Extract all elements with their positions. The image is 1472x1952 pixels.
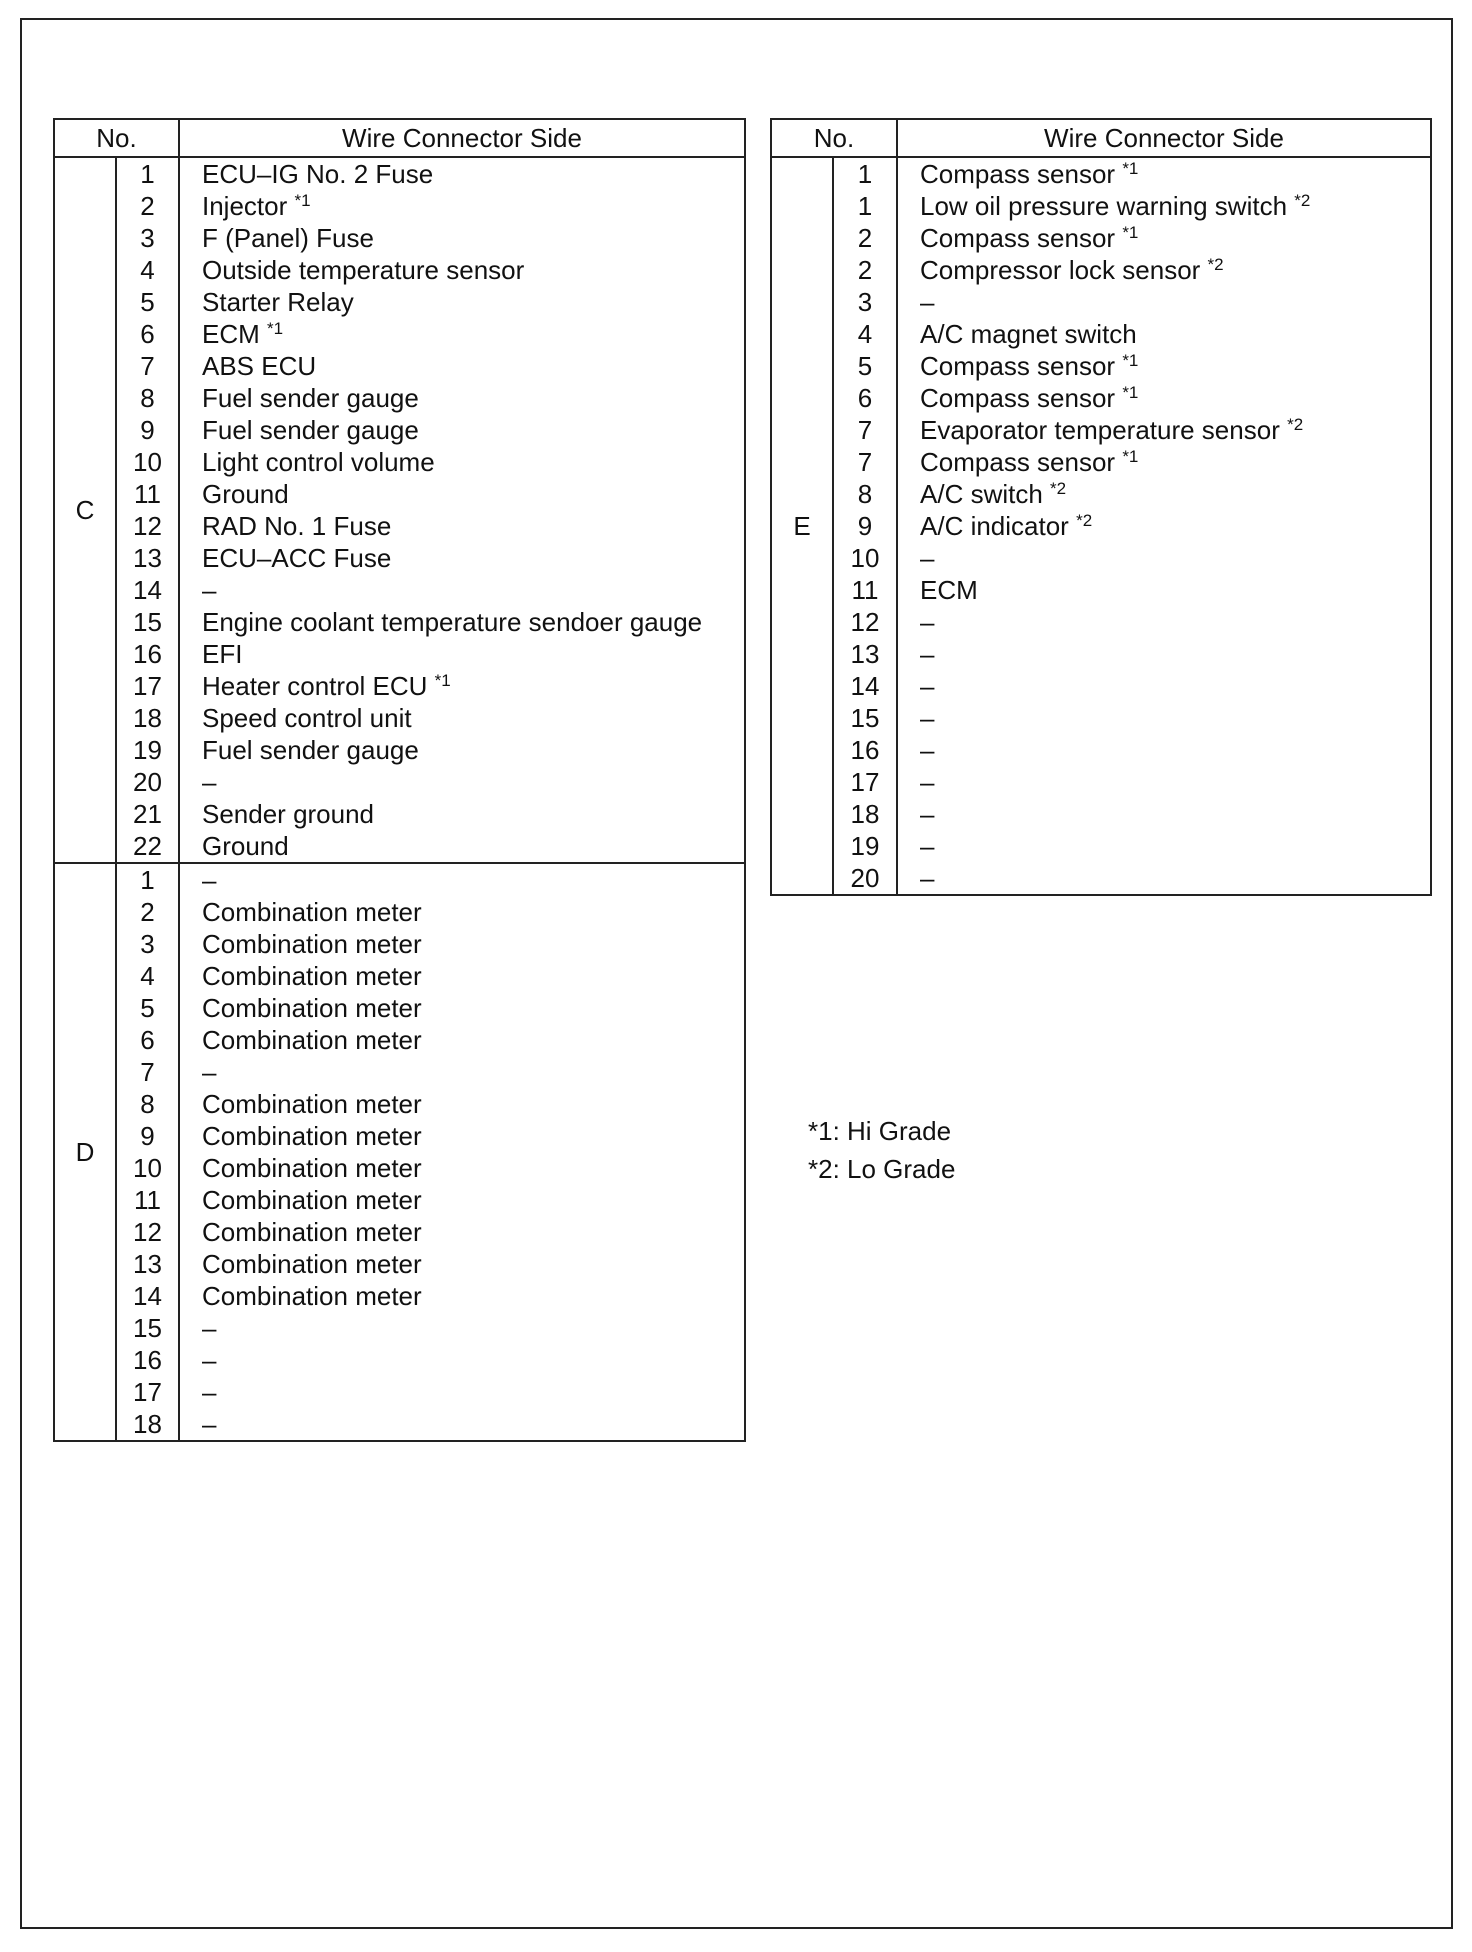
pin-number: 5 — [116, 992, 179, 1024]
wire-description — [897, 478, 1431, 510]
wire-text: – — [920, 671, 935, 701]
wire-text: Combination meter — [202, 1281, 422, 1311]
wire-text: – — [920, 543, 935, 573]
pin-number: 18 — [833, 798, 897, 830]
wire-description — [179, 798, 745, 830]
wire-description — [179, 1280, 745, 1312]
pin-number: 2 — [833, 222, 897, 254]
wire-text: – — [920, 767, 935, 797]
wire-description — [179, 1152, 745, 1184]
wire-text: Fuel sender gauge — [202, 735, 419, 765]
wire-description — [179, 157, 745, 190]
table-row — [771, 798, 1431, 830]
wire-description — [179, 446, 745, 478]
pin-number: 16 — [116, 638, 179, 670]
table-row — [54, 1088, 745, 1120]
pin-number: 14 — [116, 574, 179, 606]
wire-text: Combination meter — [202, 1121, 422, 1151]
wire-text: Combination meter — [202, 961, 422, 991]
table-row — [54, 798, 745, 830]
wire-text: Compass sensor — [920, 351, 1116, 381]
pin-number: 16 — [116, 1344, 179, 1376]
pin-number: 6 — [116, 1024, 179, 1056]
pin-number: 14 — [116, 1280, 179, 1312]
table-row — [54, 190, 745, 222]
table-row — [54, 382, 745, 414]
pin-number: 1 — [833, 157, 897, 190]
wire-text: Combination meter — [202, 929, 422, 959]
table-row — [771, 670, 1431, 702]
wire-description — [897, 382, 1431, 414]
pin-number: 19 — [116, 734, 179, 766]
wire-text: ECM — [202, 319, 260, 349]
wire-column-header: Wire Connector Side — [179, 119, 745, 157]
pin-number: 2 — [833, 254, 897, 286]
table-row — [54, 928, 745, 960]
wire-text: Compressor lock sensor — [920, 255, 1201, 285]
wire-text: Starter Relay — [202, 287, 354, 317]
table-row — [771, 862, 1431, 895]
wire-description — [179, 1088, 745, 1120]
wire-column-header: Wire Connector Side — [897, 119, 1431, 157]
wire-description — [897, 414, 1431, 446]
wire-description — [179, 896, 745, 928]
wire-description — [897, 830, 1431, 862]
wire-description — [179, 1248, 745, 1280]
wire-description — [897, 798, 1431, 830]
wire-text: A/C switch — [920, 479, 1043, 509]
pin-number: 21 — [116, 798, 179, 830]
wire-text: Compass sensor — [920, 383, 1116, 413]
wire-text: ECU–ACC Fuse — [202, 543, 392, 573]
pin-number: 13 — [116, 1248, 179, 1280]
wire-description — [897, 190, 1431, 222]
pin-number: 4 — [116, 254, 179, 286]
pin-number: 12 — [116, 510, 179, 542]
table-row — [771, 254, 1431, 286]
table-row — [54, 157, 745, 190]
pin-number: 15 — [116, 606, 179, 638]
table-row — [771, 446, 1431, 478]
wire-text: Injector — [202, 191, 288, 221]
wire-text: Speed control unit — [202, 703, 412, 733]
pin-number: 2 — [116, 190, 179, 222]
wire-description — [897, 254, 1431, 286]
table-row — [54, 1312, 745, 1344]
no-column-header: No. — [771, 119, 897, 157]
connector-label: C — [54, 157, 116, 863]
grade-note: *1 — [1122, 351, 1139, 370]
table-row — [771, 382, 1431, 414]
wire-text: – — [202, 1409, 217, 1439]
wire-description — [179, 254, 745, 286]
pin-number: 8 — [833, 478, 897, 510]
pin-number: 2 — [116, 896, 179, 928]
pin-number: 20 — [833, 862, 897, 895]
wire-text: – — [202, 1377, 217, 1407]
wire-description — [179, 382, 745, 414]
wire-description — [897, 542, 1431, 574]
table-row — [54, 254, 745, 286]
wire-description — [179, 286, 745, 318]
pin-number: 8 — [116, 1088, 179, 1120]
no-column-header: No. — [54, 119, 179, 157]
pin-number: 15 — [833, 702, 897, 734]
wire-text: Combination meter — [202, 993, 422, 1023]
wire-description — [897, 446, 1431, 478]
wire-text: – — [202, 1345, 217, 1375]
wire-text: Sender ground — [202, 799, 375, 829]
pin-number: 4 — [833, 318, 897, 350]
wire-text: Low oil pressure warning switch — [920, 191, 1288, 221]
pin-number: 3 — [116, 222, 179, 254]
wire-description — [897, 510, 1431, 542]
wire-description — [897, 574, 1431, 606]
wire-text: Combination meter — [202, 1185, 422, 1215]
wire-description — [179, 606, 745, 638]
wire-description — [897, 638, 1431, 670]
wire-text: Combination meter — [202, 1153, 422, 1183]
wire-text: Ground — [202, 831, 289, 861]
pin-number: 9 — [833, 510, 897, 542]
grade-note: *1 — [1122, 223, 1139, 242]
wire-text: – — [920, 639, 935, 669]
pin-number: 9 — [116, 1120, 179, 1152]
wire-description — [897, 286, 1431, 318]
grade-note: *1 — [267, 319, 284, 338]
pin-number: 1 — [116, 863, 179, 896]
wire-description — [179, 670, 745, 702]
pin-number: 6 — [833, 382, 897, 414]
pin-number: 11 — [833, 574, 897, 606]
wire-text: Fuel sender gauge — [202, 415, 419, 445]
wire-description — [179, 766, 745, 798]
wire-text: Combination meter — [202, 1249, 422, 1279]
pin-number: 12 — [116, 1216, 179, 1248]
pin-number: 3 — [116, 928, 179, 960]
wire-text: Compass sensor — [920, 447, 1116, 477]
wire-description — [897, 350, 1431, 382]
wire-text: – — [202, 767, 217, 797]
footnote-2: *2: Lo Grade — [808, 1154, 956, 1184]
table-body — [54, 157, 745, 1441]
connector-label: E — [771, 157, 833, 895]
table-row — [54, 446, 745, 478]
pin-number: 10 — [833, 542, 897, 574]
table-row — [771, 574, 1431, 606]
table-row — [54, 734, 745, 766]
table-row — [771, 542, 1431, 574]
wire-text: Evaporator temperature sensor — [920, 415, 1280, 445]
wire-text: – — [920, 703, 935, 733]
pin-number: 9 — [116, 414, 179, 446]
wire-description — [897, 702, 1431, 734]
wire-text: – — [202, 865, 217, 895]
table-row — [54, 318, 745, 350]
wire-text: Ground — [202, 479, 289, 509]
wire-description — [179, 992, 745, 1024]
table-row — [54, 702, 745, 734]
wire-description — [179, 1376, 745, 1408]
wire-text: Combination meter — [202, 1217, 422, 1247]
wire-description — [179, 1408, 745, 1441]
wire-description — [179, 734, 745, 766]
grade-note: *1 — [1122, 159, 1139, 178]
table-row — [54, 766, 745, 798]
table-row — [771, 157, 1431, 190]
wire-description — [179, 960, 745, 992]
wire-description — [179, 1216, 745, 1248]
table-row — [54, 1376, 745, 1408]
table-row — [771, 414, 1431, 446]
table-row — [771, 510, 1431, 542]
wire-description — [179, 190, 745, 222]
table-row — [771, 222, 1431, 254]
pin-number: 7 — [116, 350, 179, 382]
pin-number: 13 — [833, 638, 897, 670]
table-row — [54, 606, 745, 638]
wire-text: – — [920, 831, 935, 861]
wire-description — [179, 510, 745, 542]
wire-text: Outside temperature sensor — [202, 255, 525, 285]
footnotes — [808, 1112, 955, 1188]
table-row — [54, 863, 745, 896]
table-row — [54, 896, 745, 928]
table-row — [771, 318, 1431, 350]
wire-description — [179, 928, 745, 960]
footnote-1: *1: Hi Grade — [808, 1116, 952, 1146]
grade-note: *1 — [1122, 383, 1139, 402]
wire-text: Engine coolant temperature sendoer gauge — [202, 607, 703, 637]
table-row — [771, 478, 1431, 510]
table-row — [771, 286, 1431, 318]
pin-number: 4 — [116, 960, 179, 992]
connector-table-right — [770, 118, 1432, 896]
wire-description — [897, 157, 1431, 190]
wire-text: A/C indicator — [920, 511, 1069, 541]
wire-description — [179, 863, 745, 896]
table-row — [54, 1152, 745, 1184]
wire-description — [179, 1184, 745, 1216]
pin-number: 7 — [833, 446, 897, 478]
grade-note: *2 — [1294, 191, 1311, 210]
wire-text: – — [920, 607, 935, 637]
table-row — [54, 830, 745, 863]
pin-number: 1 — [116, 157, 179, 190]
wire-text: Compass sensor — [920, 159, 1116, 189]
pin-number: 10 — [116, 446, 179, 478]
pin-number: 7 — [833, 414, 897, 446]
wire-description — [179, 1056, 745, 1088]
pin-number: 22 — [116, 830, 179, 863]
pin-number: 13 — [116, 542, 179, 574]
wire-description — [179, 830, 745, 863]
table-row — [771, 766, 1431, 798]
pin-number: 18 — [116, 702, 179, 734]
table-row — [54, 638, 745, 670]
wire-description — [179, 638, 745, 670]
table-row — [771, 350, 1431, 382]
pin-number: 17 — [116, 1376, 179, 1408]
wire-description — [897, 222, 1431, 254]
wire-text: – — [920, 287, 935, 317]
pin-number: 20 — [116, 766, 179, 798]
table-header-row — [771, 119, 1431, 157]
pin-number: 12 — [833, 606, 897, 638]
wire-text: Light control volume — [202, 447, 435, 477]
pin-number: 3 — [833, 286, 897, 318]
wire-text: ECM — [920, 575, 978, 605]
connector-table-left — [53, 118, 746, 1442]
wire-description — [179, 318, 745, 350]
wire-description — [179, 1344, 745, 1376]
wire-description — [179, 542, 745, 574]
wire-description — [179, 414, 745, 446]
table-row — [54, 1216, 745, 1248]
pin-number: 16 — [833, 734, 897, 766]
wire-description — [897, 862, 1431, 895]
pin-number: 5 — [116, 286, 179, 318]
grade-note: *1 — [1122, 447, 1139, 466]
grade-note: *2 — [1207, 255, 1224, 274]
pin-number: 6 — [116, 318, 179, 350]
table-row — [771, 734, 1431, 766]
wire-text: Fuel sender gauge — [202, 383, 419, 413]
wire-text: ECU–IG No. 2 Fuse — [202, 159, 434, 189]
pin-number: 11 — [116, 478, 179, 510]
table-row — [771, 638, 1431, 670]
wire-text: – — [920, 735, 935, 765]
wire-description — [179, 702, 745, 734]
wire-text: Combination meter — [202, 897, 422, 927]
pin-number: 15 — [116, 1312, 179, 1344]
pin-number: 10 — [116, 1152, 179, 1184]
table-row — [771, 830, 1431, 862]
table-body — [771, 157, 1431, 895]
pin-number: 1 — [833, 190, 897, 222]
table-row — [54, 1344, 745, 1376]
wire-text: A/C magnet switch — [920, 319, 1137, 349]
wire-text: ABS ECU — [202, 351, 317, 381]
wire-description — [897, 766, 1431, 798]
wire-text: Compass sensor — [920, 223, 1116, 253]
table-row — [54, 574, 745, 606]
connector-label: D — [54, 863, 116, 1441]
table-row — [54, 1024, 745, 1056]
pin-number: 8 — [116, 382, 179, 414]
wire-description — [897, 606, 1431, 638]
table-row — [54, 350, 745, 382]
wire-text: Combination meter — [202, 1025, 422, 1055]
wire-text: – — [920, 799, 935, 829]
table-row — [54, 1120, 745, 1152]
wire-description — [179, 574, 745, 606]
wire-description — [179, 1312, 745, 1344]
pin-number: 19 — [833, 830, 897, 862]
table-row — [54, 414, 745, 446]
table-row — [54, 992, 745, 1024]
wire-text: – — [920, 863, 935, 893]
grade-note: *2 — [1076, 511, 1093, 530]
table-row — [54, 960, 745, 992]
table-row — [771, 190, 1431, 222]
table-row — [771, 606, 1431, 638]
table-row — [54, 542, 745, 574]
pin-number: 17 — [833, 766, 897, 798]
wire-description — [179, 350, 745, 382]
table-row — [54, 670, 745, 702]
table-row — [54, 1408, 745, 1441]
wire-text: F (Panel) Fuse — [202, 223, 374, 253]
wire-text: – — [202, 1057, 217, 1087]
pin-number: 5 — [833, 350, 897, 382]
table-row — [54, 1248, 745, 1280]
grade-note: *1 — [434, 671, 451, 690]
wire-description — [897, 318, 1431, 350]
table-row — [54, 1280, 745, 1312]
grade-note: *2 — [1050, 479, 1067, 498]
grade-note: *1 — [294, 191, 311, 210]
pin-number: 18 — [116, 1408, 179, 1441]
pin-number: 11 — [116, 1184, 179, 1216]
grade-note: *2 — [1287, 415, 1304, 434]
wire-text: EFI — [202, 639, 243, 669]
table-row — [54, 1184, 745, 1216]
wire-text: Heater control ECU — [202, 671, 428, 701]
wire-text: RAD No. 1 Fuse — [202, 511, 392, 541]
wire-description — [179, 1024, 745, 1056]
pin-number: 17 — [116, 670, 179, 702]
table-header-row — [54, 119, 745, 157]
wire-text: Combination meter — [202, 1089, 422, 1119]
table-row — [54, 222, 745, 254]
table-row — [54, 286, 745, 318]
wire-description — [897, 734, 1431, 766]
pin-number: 7 — [116, 1056, 179, 1088]
wire-description — [897, 670, 1431, 702]
wire-description — [179, 478, 745, 510]
wire-description — [179, 1120, 745, 1152]
table-row — [771, 702, 1431, 734]
table-row — [54, 510, 745, 542]
wire-description — [179, 222, 745, 254]
pin-number: 14 — [833, 670, 897, 702]
wire-text: – — [202, 1313, 217, 1343]
table-row — [54, 1056, 745, 1088]
wire-text: – — [202, 575, 217, 605]
table-row — [54, 478, 745, 510]
